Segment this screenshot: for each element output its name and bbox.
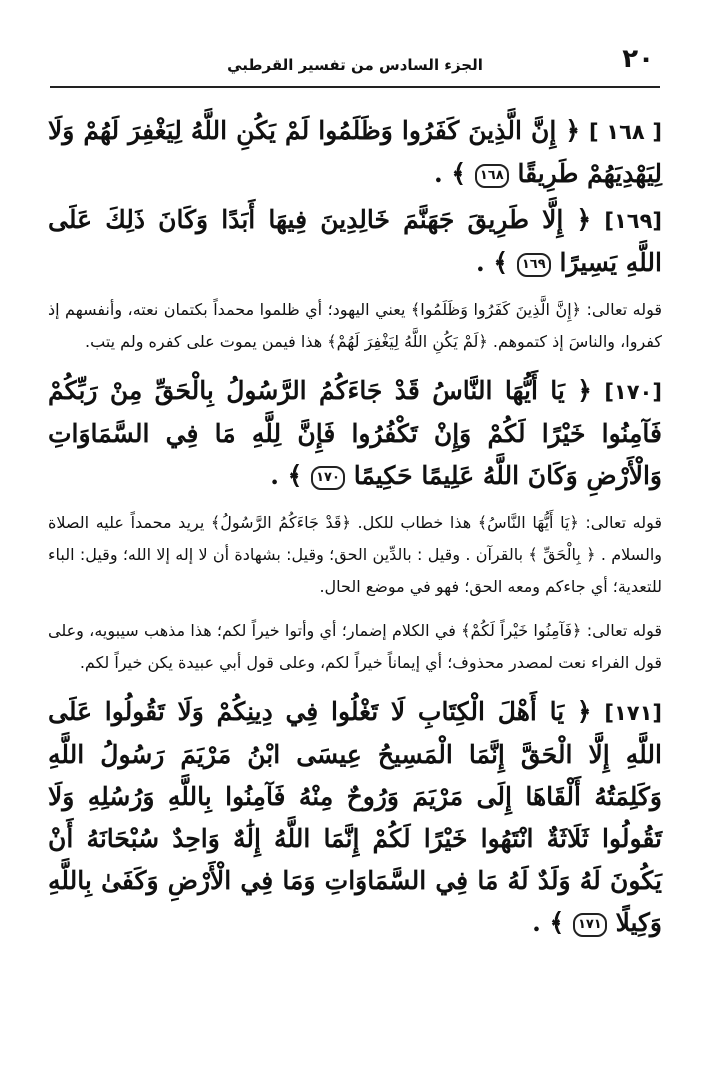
page-number: ٢٠ — [622, 44, 654, 74]
verse-close: ﴾ . — [532, 908, 565, 937]
verse-text: ﴿ يَا أَهْلَ الْكِتَابِ لَا تَغْلُوا فِي دِينِكُمْ وَلَا تَقُولُوا عَلَى اللَّهِ إِلَّا الْحَقَّ إِنَّمَا الْمَسِيحُ عِيسَى ابْنُ مَرْيَمَ رَسُولُ اللَّهِ وَكَلِمَتُهُ أَلْقَاهَا إِلَى مَرْيَمَ وَرُوحٌ مِنْهُ فَآمِنُوا بِاللَّهِ وَرُسُلِهِ وَلَا تَقُولُوا ثَلَاثَةٌ انْتَهُوا خَيْرًا لَكُمْ إِنَّمَا اللَّهُ إِلَٰهٌ وَاحِدٌ سُبْحَانَهُ أَنْ يَكُونَ لَهُ وَلَدٌ لَهُ مَا فِي السَّمَاوَاتِ وَمَا فِي الْأَرْضِ وَكَفَىٰ بِاللَّهِ وَكِيلًا — [48, 697, 662, 937]
verse-number: [ ١٦٨ ] — [589, 120, 662, 144]
verse-169 — [48, 199, 662, 284]
ayah-end-marker: ١٧١ — [573, 913, 607, 937]
verse-170 — [48, 370, 662, 497]
ayah-end-marker: ١٦٩ — [517, 253, 551, 277]
commentary-paragraph: قوله تعالى: ﴿يَا أَيُّهَا النَّاسُ﴾ هذا خطاب للكل. ﴿قَدْ جَاءَكُمُ الرَّسُولُ﴾ يريد محمداً عليه الصلاة والسلام . ﴿ بِالْحَقِّ ﴾ بالقرآن . وقيل : بالدِّين الحق؛ وقيل: بشهادة أن لا إله إلا الله؛ وقيل: الباء للتعدية؛ أي جاءكم ومعه الحق؛ فهو في موضع الحال. — [48, 513, 662, 596]
commentary-paragraph: قوله تعالى: ﴿فَآمِنُوا خَيْراً لَكُمْ﴾ في الكلام إضمار؛ أي وأتوا خيراً لكم؛ هذا مذهب سيبويه، وعلى قول الفراء نعت لمصدر محذوف؛ أي إيماناً خيراً لكم، وعلى قول أبي عبيدة يكن خيراً لكم. — [48, 621, 662, 672]
verse-close: ﴾ . — [270, 461, 303, 490]
verse-close: ﴾ . — [433, 159, 467, 188]
verse-close: ﴾ . — [476, 248, 509, 277]
verse-text: ﴿ إِنَّ الَّذِينَ كَفَرُوا وَظَلَمُوا لَمْ يَكُنِ اللَّهُ لِيَغْفِرَ لَهُمْ وَلَا لِيَهْدِيَهُمْ طَرِيقًا — [48, 116, 662, 188]
ayah-end-marker: ١٧٠ — [311, 466, 345, 490]
verse-171 — [48, 691, 662, 944]
page-content — [48, 110, 662, 948]
commentary-paragraph: قوله تعالى: ﴿إِنَّ الَّذِينَ كَفَرُوا وَظَلَمُوا﴾ يعني اليهود؛ أي ظلموا محمداً بكتمان نعته، وأنفسهم إذ كفروا، والناسَ إذ كتموهم. ﴿لَمْ يَكُنِ اللَّهُ لِيَغْفِرَ لَهُمْ﴾ هذا فيمن يموت على كفره ولم يتب. — [48, 300, 662, 351]
verse-text: ﴿ يَا أَيُّهَا النَّاسُ قَدْ جَاءَكُمُ الرَّسُولُ بِالْحَقِّ مِنْ رَبِّكُمْ فَآمِنُوا خَيْرًا لَكُمْ وَإِنْ تَكْفُرُوا فَإِنَّ لِلَّهِ مَا فِي السَّمَاوَاتِ وَالْأَرْضِ وَكَانَ اللَّهُ عَلِيمًا حَكِيمًا — [48, 376, 662, 490]
verse-text: ﴿ إِلَّا طَرِيقَ جَهَنَّمَ خَالِدِينَ فِيهَا أَبَدًا وَكَانَ ذَلِكَ عَلَى اللَّهِ يَسِيرًا — [48, 205, 662, 277]
verse-number: [١٧١] — [604, 701, 662, 725]
page-header — [50, 42, 660, 88]
ayah-end-marker: ١٦٨ — [475, 164, 509, 188]
verse-number: [١٦٩] — [604, 209, 662, 233]
verse-number: [١٧٠] — [604, 380, 662, 404]
verse-168 — [48, 110, 662, 195]
running-title: الجزء السادس من تفسير القرطبي — [227, 56, 483, 74]
